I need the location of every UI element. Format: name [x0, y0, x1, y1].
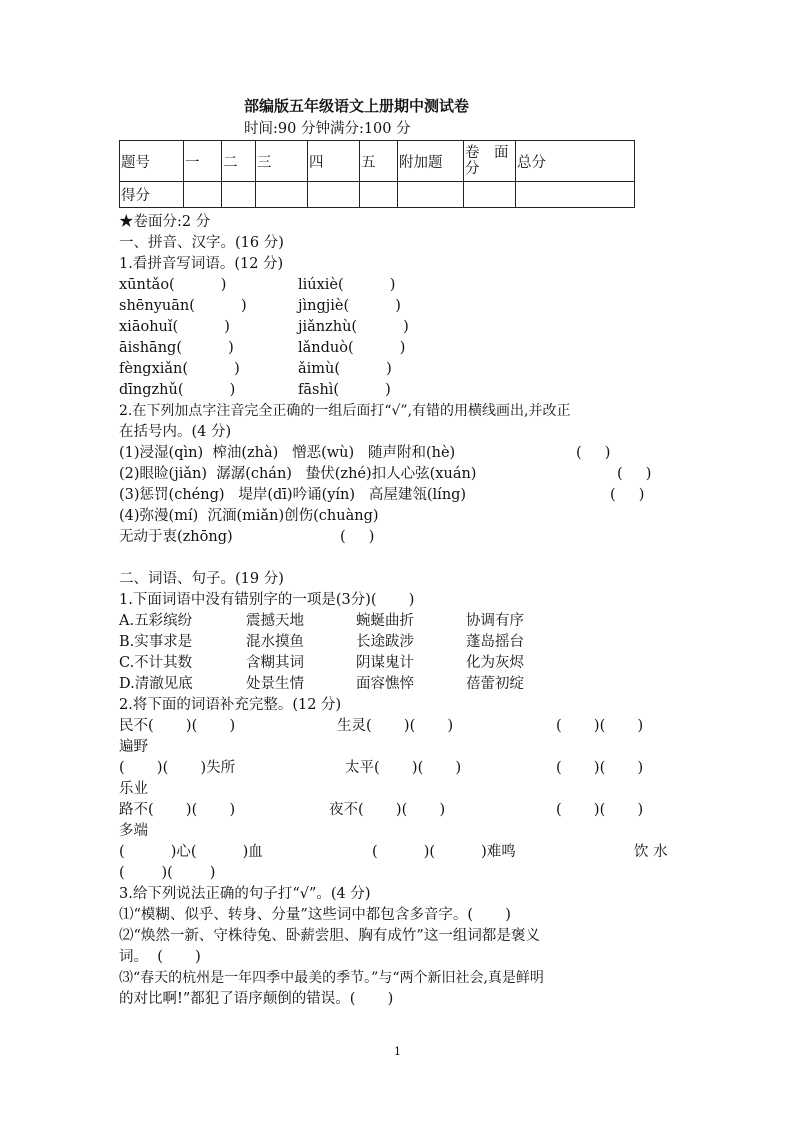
- choice-item: (1)浸湿(qìn) 榨油(zhà) 憎恶(wù) 随声附和(hè): [119, 445, 456, 461]
- fill-item-tail: ( )( ): [119, 865, 216, 881]
- exam-subtitle: 时间:90 分钟满分:100 分: [244, 121, 411, 137]
- question-label-cont: 在括号内。(4 分): [119, 424, 232, 440]
- header-cell: 五: [360, 141, 398, 182]
- option-word: 蜿蜒曲折: [356, 613, 414, 629]
- question-label: 2.将下面的词语补充完整。(12 分): [119, 697, 342, 713]
- question-label: 1.看拼音写词语。(12 分): [119, 256, 284, 272]
- question-label: 3.给下列说法正确的句子打“√”。(4 分): [119, 886, 371, 902]
- fill-item: 路不( )( ): [119, 802, 236, 818]
- header-cell: 四: [308, 141, 360, 182]
- score-cell[interactable]: [308, 182, 360, 208]
- option-word: 含糊其词: [246, 655, 304, 671]
- pinyin-item: fèngxiǎn( ): [119, 361, 240, 377]
- page-number: 1: [394, 1045, 401, 1058]
- answer-blank[interactable]: ( ): [340, 529, 375, 545]
- statement-line: ⑵“焕然一新、守株待兔、卧薪尝胆、胸有成竹”这一组词都是褒义: [119, 928, 540, 944]
- pinyin-item: jìngjiè( ): [298, 298, 401, 314]
- statement-line: 的对比啊!”都犯了语序颠倒的错误。( ): [119, 991, 394, 1007]
- option-word: 混水摸鱼: [246, 634, 304, 650]
- fill-item: ( )心( )血: [119, 844, 263, 860]
- pinyin-item: dīngzhǔ( ): [119, 382, 236, 398]
- option-word: 化为灰烬: [466, 655, 524, 671]
- score-cell[interactable]: [464, 182, 516, 208]
- statement-line: ⑴“模糊、似乎、转身、分量”这些词中都包含多音字。( ): [119, 907, 511, 923]
- header-cell: 二: [222, 141, 256, 182]
- header-cell: 一: [184, 141, 222, 182]
- statement-line: ⑶“春天的杭州是一年四季中最美的季节。”与“两个新旧社会,真是鲜明: [119, 970, 544, 986]
- header-cell: 三: [256, 141, 308, 182]
- score-table: [119, 140, 635, 208]
- option-word: 蓬岛摇台: [466, 634, 524, 650]
- pinyin-item: shēnyuān( ): [119, 298, 247, 314]
- fill-item: 生灵( )( ): [337, 718, 454, 734]
- option-word: 面容憔悴: [356, 676, 414, 692]
- choice-item: (2)眼睑(jiǎn) 潺潺(chán) 蛰伏(zhé)扣人心弦(xuán): [119, 466, 477, 482]
- option-word: 长途跋涉: [356, 634, 414, 650]
- pinyin-item: āishāng( ): [119, 340, 234, 356]
- pinyin-item: ǎimù( ): [298, 361, 392, 377]
- note-line: ★卷面分:2 分: [119, 214, 211, 230]
- score-cell[interactable]: [184, 182, 222, 208]
- option-word: B.实事求是: [119, 634, 193, 650]
- section-heading: 一、拼音、汉字。(16 分): [119, 235, 284, 251]
- fill-item: ( )( ): [556, 760, 644, 776]
- fill-item-tail: 乐业: [119, 781, 148, 797]
- fill-item: ( )( )失所: [119, 760, 236, 776]
- pinyin-item: xūntǎo( ): [119, 277, 227, 293]
- pinyin-item: xiāohuǐ( ): [119, 319, 230, 335]
- fill-item: 民不( )( ): [119, 718, 236, 734]
- statement-line: 词。 ( ): [119, 949, 201, 965]
- fill-item-tail: 多端: [119, 823, 148, 839]
- option-word: A.五彩缤纷: [119, 613, 193, 629]
- fill-item: ( )( ): [556, 718, 644, 734]
- score-table-header-row: [120, 141, 635, 182]
- option-word: 阴谋鬼计: [356, 655, 414, 671]
- row-label: 得分: [120, 182, 184, 208]
- header-cell: 题号: [120, 141, 184, 182]
- exam-title: 部编版五年级语文上册期中测试卷: [244, 97, 470, 115]
- option-word: C.不计其数: [119, 655, 193, 671]
- score-table-score-row: [120, 182, 635, 208]
- question-label: 1.下面词语中没有错别字的一项是(3分)( ): [119, 592, 415, 608]
- answer-blank[interactable]: ( ): [576, 445, 611, 461]
- choice-item-cont: 无动于衷(zhōng): [119, 529, 233, 545]
- score-cell[interactable]: [256, 182, 308, 208]
- option-word: 蓓蕾初绽: [466, 676, 524, 692]
- choice-item: (3)惩罚(chéng) 堤岸(dī)吟诵(yín) 高屋建瓴(líng): [119, 487, 467, 503]
- fill-item-tail: 遍野: [119, 739, 148, 755]
- pinyin-item: lǎnduò( ): [298, 340, 406, 356]
- header-cell: 卷 面 分: [464, 141, 516, 182]
- answer-blank[interactable]: ( ): [617, 466, 652, 482]
- score-cell[interactable]: [516, 182, 635, 208]
- score-cell[interactable]: [398, 182, 464, 208]
- header-cell: 附加题: [398, 141, 464, 182]
- option-word: 处景生情: [246, 676, 304, 692]
- choice-item: (4)弥漫(mí) 沉湎(miǎn)创伤(chuàng): [119, 508, 379, 524]
- fill-item: ( )( ): [556, 802, 644, 818]
- header-cell: 总分: [516, 141, 635, 182]
- question-label: 2.在下列加点字注音完全正确的一组后面打“√”,有错的用横线画出,并改正: [119, 403, 571, 419]
- section-heading: 二、词语、句子。(19 分): [119, 571, 284, 587]
- pinyin-item: jiǎnzhù( ): [298, 319, 409, 335]
- answer-blank[interactable]: ( ): [610, 487, 645, 503]
- score-cell[interactable]: [222, 182, 256, 208]
- fill-item: ( )( )难鸣: [372, 844, 516, 860]
- option-word: D.清澈见底: [119, 676, 193, 692]
- pinyin-item: liúxiè( ): [298, 277, 396, 293]
- pinyin-item: fāshì( ): [298, 382, 391, 398]
- option-word: 协调有序: [466, 613, 524, 629]
- fill-item: 太平( )( ): [345, 760, 462, 776]
- option-word: 震撼天地: [246, 613, 304, 629]
- score-cell[interactable]: [360, 182, 398, 208]
- fill-item: 饮 水: [634, 844, 668, 860]
- fill-item: 夜不( )( ): [329, 802, 446, 818]
